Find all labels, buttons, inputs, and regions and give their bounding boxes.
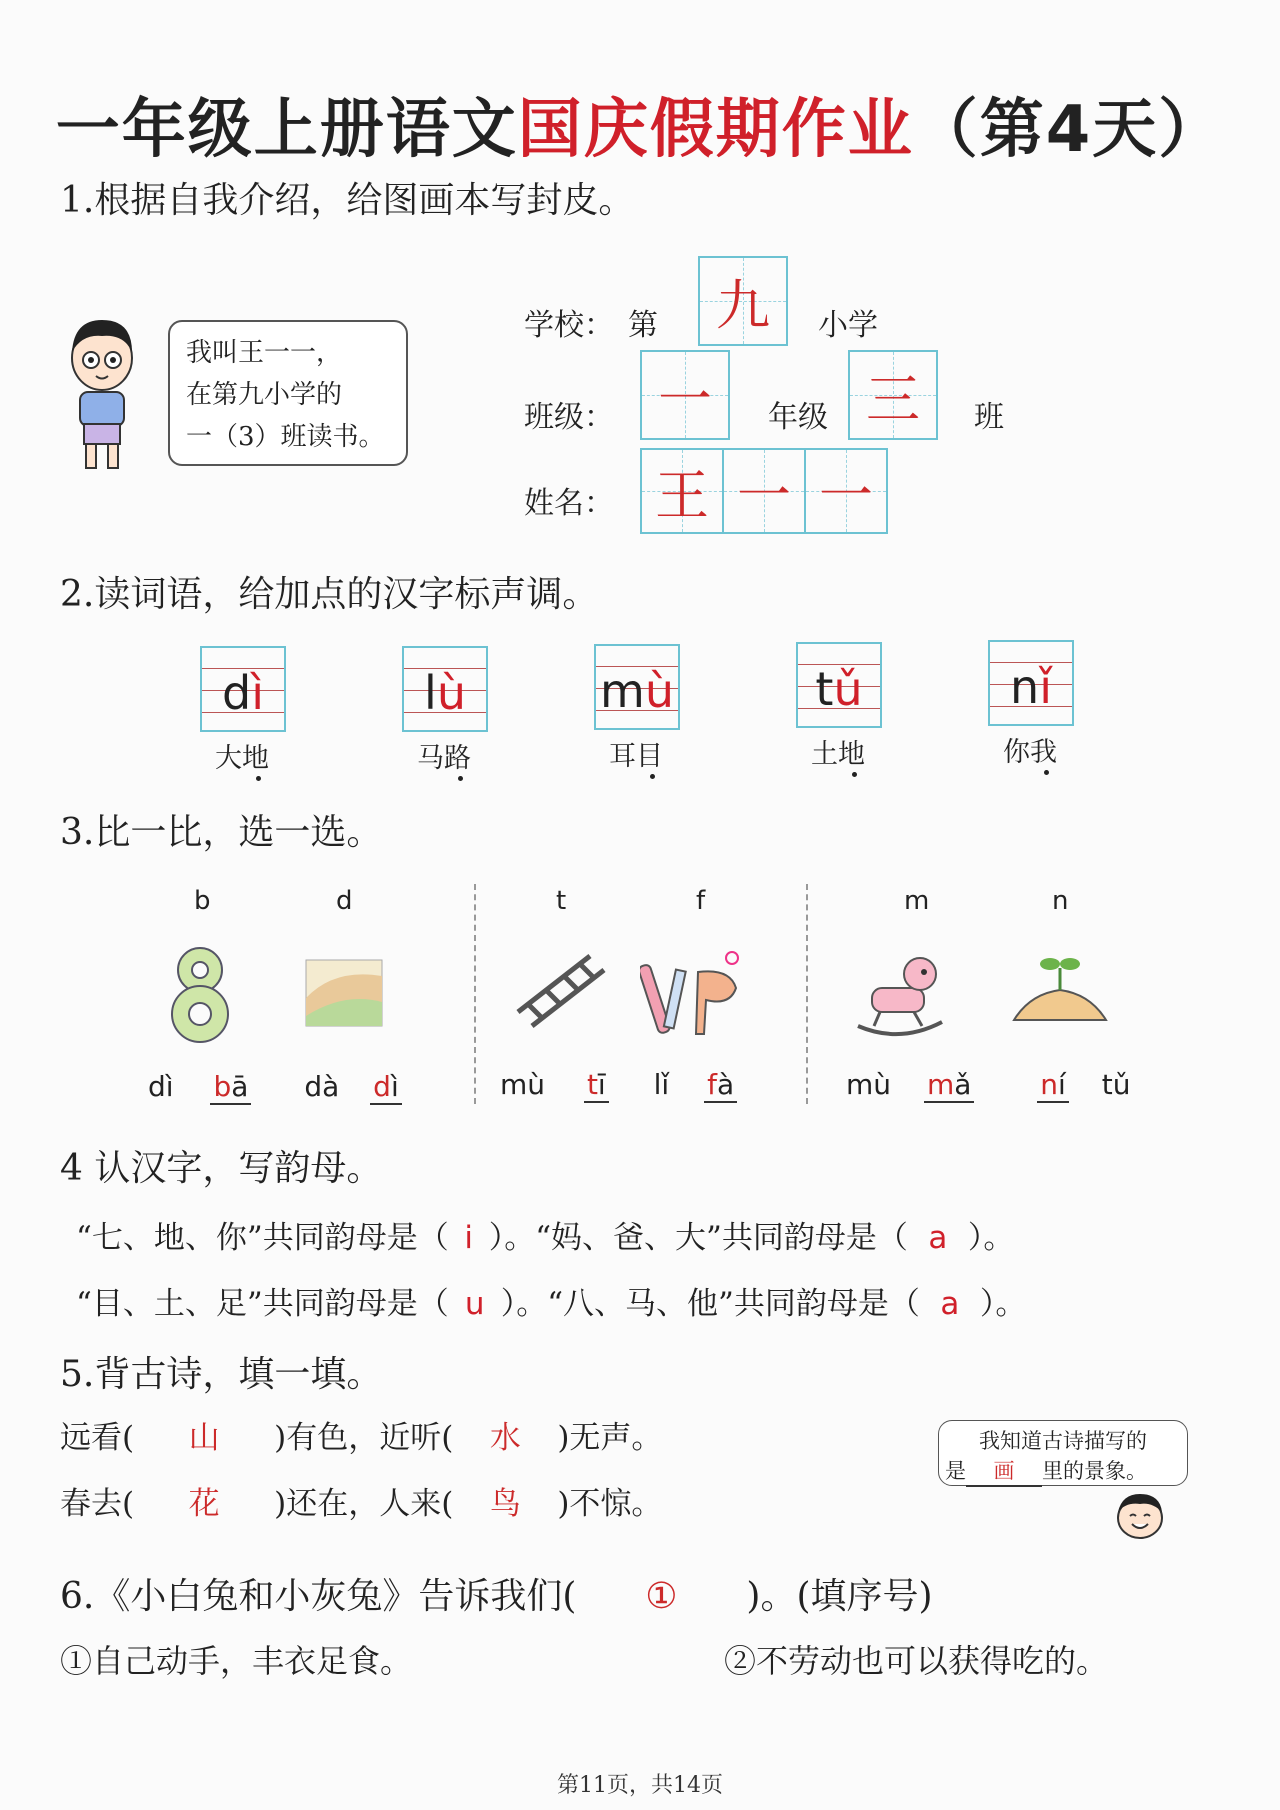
class-label: 班级：	[524, 400, 614, 435]
answer-flower: 花	[188, 1486, 220, 1522]
q3-group1-words: dì bā dà dì	[148, 1070, 402, 1105]
q6-heading: 6.《小白兔和小灰兔》告诉我们( ① )。(填序号)	[60, 1576, 933, 1617]
number-eight-picture	[166, 940, 236, 1050]
option-1: ①自己动手，丰衣足食。	[60, 1642, 413, 1680]
page-number: 第11页，共14页	[557, 1773, 723, 1798]
q4-row-2: “目、土、足”共同韵母是（ u ）。“八、马、他”共同韵母是（ a ）。	[76, 1286, 1027, 1322]
option-2: ②不劳动也可以获得吃的。	[724, 1642, 1109, 1680]
answer-bird: 鸟	[489, 1486, 521, 1522]
bubble-line-3: 一（3）班读书。	[186, 422, 385, 452]
land-picture	[304, 958, 384, 1028]
hint-line-1: 我知道古诗描写的	[979, 1429, 1147, 1453]
word-1: 大地	[215, 743, 269, 774]
q3-group2-words: mù tī lǐ fà	[500, 1068, 737, 1103]
hint-line-2: 是 画 里的景象。	[945, 1455, 1147, 1487]
pinyin-text: dì	[222, 666, 264, 720]
letter-d: d	[336, 886, 353, 916]
tone-mark: ù	[436, 666, 466, 720]
q4-row-1: “七、地、你”共同韵母是（ i ）。“妈、爸、大”共同韵母是（ a ）。	[76, 1220, 1015, 1256]
emphasis-dot	[256, 776, 261, 781]
pinyin-grid-2[interactable]	[402, 646, 488, 732]
school-label: 学校：	[524, 308, 614, 343]
tone-mark: ì	[251, 666, 264, 720]
q3-heading: 3.比一比，选一选。	[60, 812, 383, 853]
divider-1	[474, 884, 476, 1104]
answer-t: t	[586, 1068, 598, 1101]
q1-heading: 1.根据自我介绍，给图画本写封皮。	[60, 180, 635, 221]
page-title	[0, 78, 1280, 170]
title-part1: 一年级上册语文	[55, 93, 518, 167]
intro-bubble	[168, 320, 408, 466]
grade-word: 年级	[768, 400, 828, 435]
class-answer-box[interactable]: 三	[848, 350, 938, 440]
emphasis-dot	[852, 772, 857, 777]
hair-tools-picture	[640, 950, 750, 1040]
letter-n: n	[1052, 886, 1069, 916]
answer-final-a-1: a	[928, 1220, 948, 1256]
q4-heading: 4 认汉字，写韵母。	[60, 1148, 383, 1189]
q3-group3-words: mù mǎ ní tǔ	[846, 1068, 1131, 1101]
name-box-3[interactable]: 一	[804, 448, 888, 534]
answer-final-i: i	[464, 1220, 474, 1256]
pinyin-grid-4[interactable]	[796, 642, 882, 728]
q2-heading: 2.读词语，给加点的汉字标声调。	[60, 574, 599, 615]
pinyin-text: mù	[600, 664, 674, 718]
ladder-picture	[510, 950, 610, 1030]
answer-d: d	[373, 1070, 391, 1103]
school-answer-box[interactable]: 九	[698, 256, 788, 346]
emphasis-dot	[1044, 770, 1049, 775]
pinyin-text: tǔ	[815, 662, 863, 716]
pinyin-grid-3[interactable]	[594, 644, 680, 730]
word-3: 耳目	[609, 741, 663, 772]
divider-2	[806, 884, 808, 1104]
answer-mountain: 山	[188, 1420, 220, 1456]
tone-mark: ù	[644, 664, 674, 718]
letter-b: b	[194, 886, 211, 916]
poem-hint-bubble	[938, 1420, 1188, 1486]
name-box-2[interactable]: 一	[722, 448, 806, 534]
title-part2: 国庆假期作业	[517, 93, 914, 167]
q5-heading: 5.背古诗，填一填。	[60, 1354, 383, 1395]
answer-final-a-2: a	[940, 1286, 960, 1322]
grade-answer-box[interactable]: 一	[640, 350, 730, 440]
soil-sprout-picture	[1010, 950, 1110, 1030]
answer-n: n	[1040, 1068, 1059, 1101]
pinyin-grid-5[interactable]	[988, 640, 1074, 726]
answer-final-u: u	[464, 1286, 485, 1322]
word-4: 土地	[811, 739, 865, 770]
pinyin-text: nǐ	[1010, 660, 1052, 714]
poem-line-2: 春去( 花 )还在，人来( 鸟 )不惊。	[60, 1478, 662, 1523]
name-label: 姓名：	[524, 486, 614, 521]
bubble-line-1: 我叫王一一，	[186, 338, 343, 368]
answer-b: b	[213, 1070, 232, 1103]
letter-f: f	[696, 886, 706, 916]
emphasis-dot	[458, 776, 463, 781]
word-5: 你我	[1003, 737, 1057, 768]
pinyin-grid-1[interactable]	[200, 646, 286, 732]
letter-t: t	[556, 886, 567, 916]
rocking-horse-picture	[850, 948, 950, 1038]
answer-option-number: ①	[645, 1576, 678, 1617]
name-box-1[interactable]: 王	[640, 448, 724, 534]
bubble-line-2: 在第九小学的	[186, 380, 343, 410]
tone-mark: ǔ	[833, 662, 863, 716]
smiling-boy-icon	[1112, 1490, 1168, 1540]
title-part3: （第4天）	[913, 93, 1225, 167]
poem-line-1: 远看( 山 )有色，近听( 水 )无声。	[60, 1412, 662, 1457]
answer-m: m	[926, 1068, 955, 1101]
word-2: 马路	[417, 743, 471, 774]
emphasis-dot	[650, 774, 655, 779]
school-suffix: 小学	[818, 308, 878, 343]
answer-water: 水	[489, 1420, 521, 1456]
school-prefix: 第	[628, 308, 658, 343]
pinyin-text: lù	[424, 666, 466, 720]
boy-illustration	[64, 308, 144, 474]
answer-painting: 画	[966, 1455, 1042, 1487]
letter-m: m	[904, 886, 930, 916]
answer-f: f	[707, 1068, 717, 1101]
tone-mark: ǐ	[1039, 660, 1052, 714]
class-word: 班	[974, 400, 1004, 435]
